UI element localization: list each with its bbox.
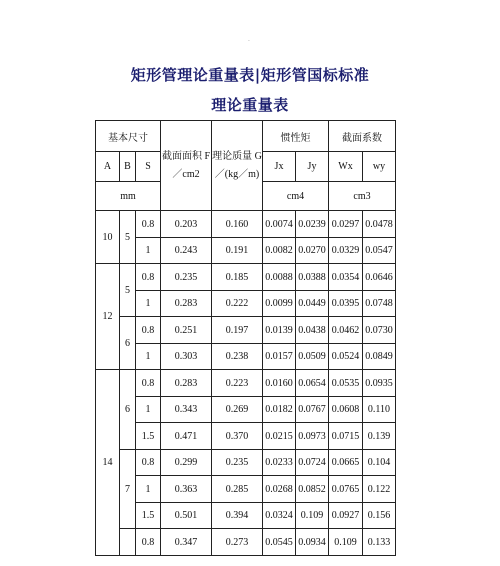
- cell-wy: 0.104: [363, 450, 396, 476]
- cell-jy: 0.109: [296, 503, 329, 529]
- cell-a: 10: [96, 211, 120, 264]
- table-row: [96, 450, 396, 476]
- cell-f: 0.343: [161, 397, 212, 423]
- cell-f: 0.501: [161, 503, 212, 529]
- header-col-b: B: [120, 152, 136, 182]
- cell-s: 0.8: [136, 264, 161, 291]
- table-row: [96, 370, 396, 397]
- cell-g: 0.197: [212, 317, 263, 344]
- table-row: [96, 238, 396, 264]
- header-jy: Jy: [296, 152, 329, 182]
- cell-s: 0.8: [136, 317, 161, 344]
- cell-wy: 0.0849: [363, 344, 396, 370]
- cell-wx: 0.0927: [329, 503, 363, 529]
- cell-g: 0.394: [212, 503, 263, 529]
- cell-g: 0.235: [212, 450, 263, 476]
- unit-cm4: cm4: [263, 182, 329, 211]
- cell-wy: 0.110: [363, 397, 396, 423]
- cell-jy: 0.0852: [296, 476, 329, 503]
- cell-s: 0.8: [136, 211, 161, 238]
- cell-wx: 0.0354: [329, 264, 363, 291]
- cell-wy: 0.133: [363, 529, 396, 556]
- header-col-a: A: [96, 152, 120, 182]
- table-row: [96, 211, 396, 238]
- cell-jx: 0.0099: [263, 291, 296, 317]
- cell-f: 0.235: [161, 264, 212, 291]
- cell-a: 12: [96, 264, 120, 370]
- header-mass: [212, 121, 263, 211]
- cell-jy: 0.0973: [296, 423, 329, 450]
- cell-jx: 0.0545: [263, 529, 296, 556]
- cell-s: 1: [136, 397, 161, 423]
- header-col-s: S: [136, 152, 161, 182]
- cell-g: 0.238: [212, 344, 263, 370]
- cell-f: 0.363: [161, 476, 212, 503]
- cell-s: 1.5: [136, 503, 161, 529]
- table-row: [96, 397, 396, 423]
- header-area-label: 截面面积 F: [161, 150, 211, 162]
- cell-jx: 0.0088: [263, 264, 296, 291]
- cell-s: 1: [136, 291, 161, 317]
- cell-jy: 0.0239: [296, 211, 329, 238]
- cell-jy: 0.0654: [296, 370, 329, 397]
- cell-jx: 0.0268: [263, 476, 296, 503]
- cell-jy: 0.0449: [296, 291, 329, 317]
- cell-f: 0.251: [161, 317, 212, 344]
- cell-jx: 0.0160: [263, 370, 296, 397]
- cell-jy: 0.0767: [296, 397, 329, 423]
- cell-jx: 0.0082: [263, 238, 296, 264]
- cell-wx: 0.0535: [329, 370, 363, 397]
- cell-wy: 0.139: [363, 423, 396, 450]
- cell-b: 5: [120, 264, 136, 317]
- header-wx: Wx: [329, 152, 363, 182]
- cell-wx: 0.109: [329, 529, 363, 556]
- cell-s: 1: [136, 476, 161, 503]
- cell-jy: 0.0388: [296, 264, 329, 291]
- cell-f: 0.283: [161, 370, 212, 397]
- cell-g: 0.269: [212, 397, 263, 423]
- cell-f: 0.471: [161, 423, 212, 450]
- cell-b: [120, 529, 136, 556]
- cell-a: 14: [96, 370, 120, 556]
- header-area-unit: ／cm2: [172, 168, 200, 180]
- cell-g: 0.370: [212, 423, 263, 450]
- header-area: [161, 121, 212, 211]
- cell-jx: 0.0139: [263, 317, 296, 344]
- cell-jy: 0.0438: [296, 317, 329, 344]
- cell-wx: 0.0329: [329, 238, 363, 264]
- cell-wy: 0.0646: [363, 264, 396, 291]
- cell-wy: 0.122: [363, 476, 396, 503]
- cell-b: 5: [120, 211, 136, 264]
- header-basic-size: 基本尺寸: [96, 121, 161, 152]
- table-row: [96, 423, 396, 450]
- cell-jy: 0.0724: [296, 450, 329, 476]
- cell-b: 6: [120, 317, 136, 370]
- unit-cm3: cm3: [329, 182, 396, 211]
- cell-jx: 0.0157: [263, 344, 296, 370]
- table-row: [96, 529, 396, 556]
- cell-g: 0.273: [212, 529, 263, 556]
- cell-f: 0.203: [161, 211, 212, 238]
- cell-wy: 0.0935: [363, 370, 396, 397]
- cell-b: 6: [120, 370, 136, 450]
- cell-jx: 0.0324: [263, 503, 296, 529]
- table-row: [96, 264, 396, 291]
- cell-jy: 0.0270: [296, 238, 329, 264]
- cell-g: 0.185: [212, 264, 263, 291]
- table-row: [96, 476, 396, 503]
- header-jx: Jx: [263, 152, 296, 182]
- header-mass-label: 理论质量 G: [212, 150, 262, 162]
- cell-g: 0.160: [212, 211, 263, 238]
- cell-f: 0.303: [161, 344, 212, 370]
- cell-jx: 0.0233: [263, 450, 296, 476]
- cell-s: 1.5: [136, 423, 161, 450]
- cell-s: 0.8: [136, 529, 161, 556]
- cell-f: 0.243: [161, 238, 212, 264]
- table-row: [96, 344, 396, 370]
- cell-wx: 0.0715: [329, 423, 363, 450]
- cell-s: 1: [136, 238, 161, 264]
- header-wy: wy: [363, 152, 396, 182]
- cell-s: 0.8: [136, 450, 161, 476]
- cell-jx: 0.0182: [263, 397, 296, 423]
- page-title: 矩形管理论重量表|矩形管国标标准: [130, 66, 370, 84]
- cell-wx: 0.0765: [329, 476, 363, 503]
- cell-f: 0.347: [161, 529, 212, 556]
- cell-wx: 0.0608: [329, 397, 363, 423]
- cell-g: 0.223: [212, 370, 263, 397]
- cell-wy: 0.0478: [363, 211, 396, 238]
- cell-g: 0.222: [212, 291, 263, 317]
- table-row: [96, 503, 396, 529]
- unit-mm: mm: [96, 182, 161, 211]
- table-row: [96, 317, 396, 344]
- cell-wx: 0.0524: [329, 344, 363, 370]
- cell-wx: 0.0297: [329, 211, 363, 238]
- cell-jx: 0.0215: [263, 423, 296, 450]
- cell-g: 0.285: [212, 476, 263, 503]
- table-row: [96, 291, 396, 317]
- cell-jy: 0.0509: [296, 344, 329, 370]
- header-mass-unit: ／(kg／m): [214, 168, 260, 180]
- cell-jy: 0.0934: [296, 529, 329, 556]
- cell-wy: 0.0730: [363, 317, 396, 344]
- weight-table: [95, 120, 396, 556]
- cell-f: 0.283: [161, 291, 212, 317]
- page-subtitle: 理论重量表: [211, 96, 289, 114]
- cell-g: 0.191: [212, 238, 263, 264]
- cell-b: 7: [120, 450, 136, 529]
- cell-wx: 0.0462: [329, 317, 363, 344]
- header-inertia: 惯性矩: [263, 121, 329, 152]
- cell-jx: 0.0074: [263, 211, 296, 238]
- cell-wy: 0.0547: [363, 238, 396, 264]
- cell-wx: 0.0665: [329, 450, 363, 476]
- cell-f: 0.299: [161, 450, 212, 476]
- cell-wx: 0.0395: [329, 291, 363, 317]
- cell-s: 0.8: [136, 370, 161, 397]
- header-section-modulus: 截面系数: [329, 121, 396, 152]
- cell-s: 1: [136, 344, 161, 370]
- cell-wy: 0.156: [363, 503, 396, 529]
- page-dot: ·: [248, 38, 250, 45]
- cell-wy: 0.0748: [363, 291, 396, 317]
